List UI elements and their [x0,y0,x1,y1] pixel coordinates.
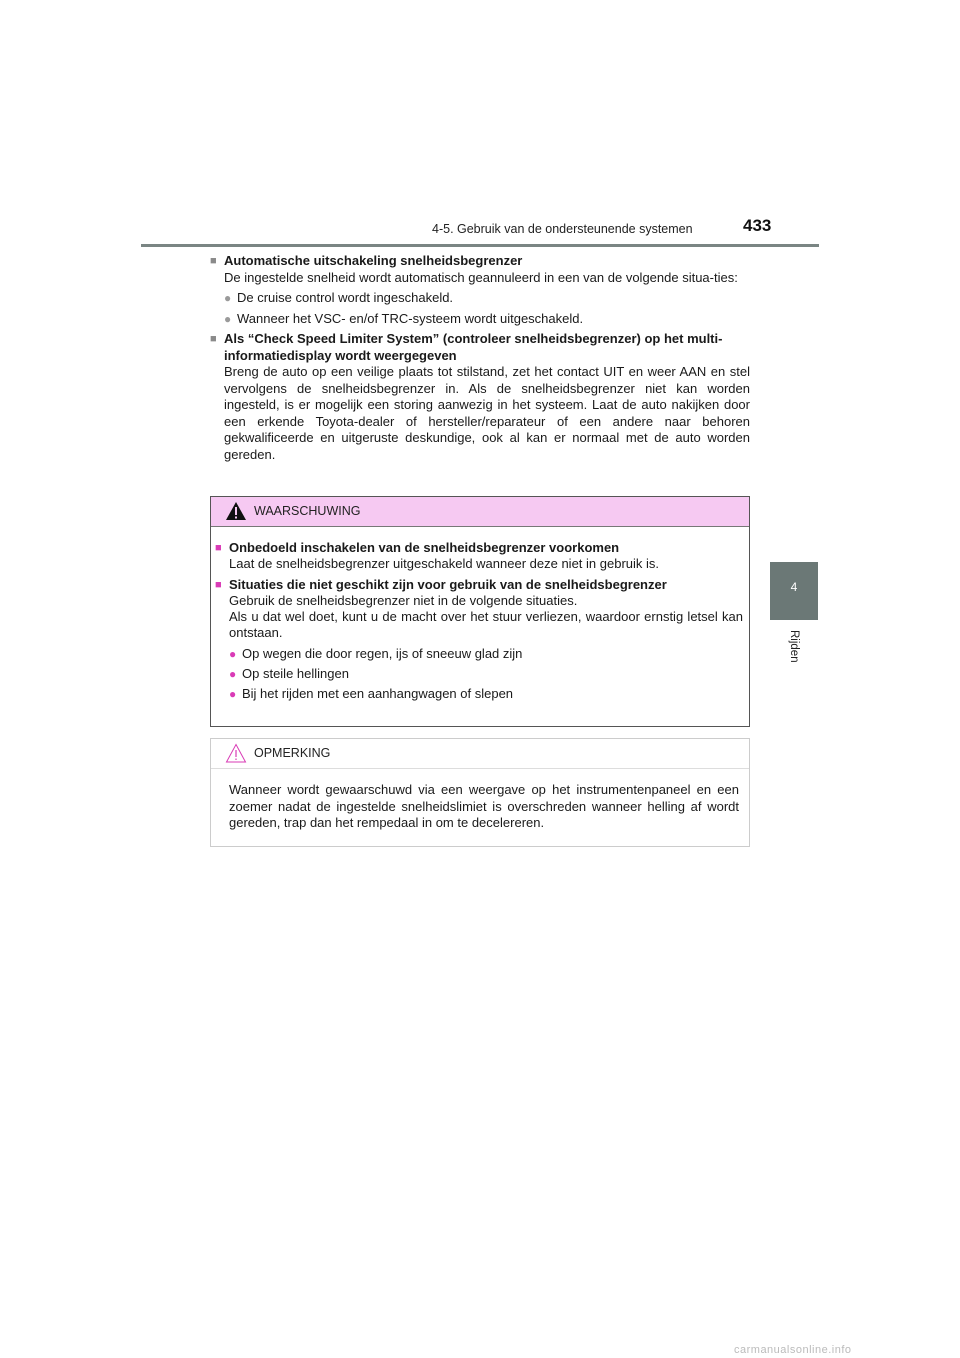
circle-bullet-icon: ● [229,687,237,702]
list-item: ● Op wegen die door regen, ijs of sneeuw glad zijn [229,645,523,661]
chapter-label: Rijden [788,630,800,663]
section-title: 4-5. Gebruik van de ondersteunende systemen [432,222,693,236]
notice-box [210,738,750,847]
square-bullet-icon: ■ [210,333,217,345]
warning-item-heading: ■ Onbedoeld inschakelen van de snelheidsbegrenzer voorkomen [215,540,620,555]
section-heading: ■ Als “Check Speed Limiter System” (controleer snelheidsbegrenzer) op het multi-informatiedisplay wordt weergegeven [210,331,723,363]
warning-item-text: Als u dat wel doet, kunt u de macht over het stuur verliezen, waardoor ernstig letsel kan ontstaan. [229,609,743,641]
circle-bullet-icon: ● [224,291,232,305]
chapter-tab: 4 [770,562,818,620]
notice-text: Wanneer wordt gewaarschuwd via een weergave op het instrumentenpaneel en een zoemer nadat de ingestelde snelheidslimiet is overschreden wanneer helling af wordt gereden, trap dan het rempedaal in om te decelereren. [229,782,739,830]
list-item: ● Wanneer het VSC- en/of TRC-systeem wordt uitgeschakeld. [224,310,584,326]
square-bullet-icon: ■ [215,578,222,591]
header-divider [141,244,819,247]
section-heading: ■ Automatische uitschakeling snelheidsbegrenzer [210,253,523,268]
warning-item-heading: ■ Situaties die niet geschikt zijn voor gebruik van de snelheidsbegrenzer [215,576,667,592]
square-bullet-icon: ■ [210,255,217,267]
warning-header [211,497,749,527]
warning-body [215,540,743,703]
list-item: ● De cruise control wordt ingeschakeld. [224,290,454,305]
circle-bullet-icon: ● [229,667,237,682]
page-number: 433 [743,216,772,235]
circle-bullet-icon: ● [224,311,232,326]
circle-bullet-icon: ● [229,646,237,661]
notice-header [211,739,749,769]
square-bullet-icon: ■ [215,542,222,554]
list-item: ● Op steile hellingen [229,666,349,682]
list-item: ● Bij het rijden met een aanhangwagen of slepen [229,686,514,702]
caution-triangle-icon [225,743,247,763]
notice-title: OPMERKING [254,746,331,760]
warning-triangle-icon [225,501,247,521]
warning-title: WAARSCHUWING [254,504,361,518]
main-content [210,253,750,463]
warning-box [210,496,750,727]
watermark: carmanualsonline.info [734,1344,852,1356]
section-text: De ingestelde snelheid wordt automatisch geannuleerd in een van de volgende situa-ties: [224,269,738,285]
warning-item-text: Gebruik de snelheidsbegrenzer niet in de volgende situaties. [229,592,578,608]
warning-item-text: Laat de snelheidsbegrenzer uitgeschakeld wanneer deze niet in gebruik is. [229,556,660,572]
section-text: Breng de auto op een veilige plaats tot stilstand, zet het contact UIT en weer AAN en stel vervolgens de snelheidsbegrenzer in. Als de snelheidsbegrenzer niet kan worden ingesteld, is er mogelijk een storing aanwezig in het systeem. Laat de auto nakijken door een erkende Toyota-dealer of hersteller/reparateur of een andere naar behoren gekwalificeerde en uitgeruste deskundige, ook al kan er normaal met de auto worden gereden. [224,364,750,462]
